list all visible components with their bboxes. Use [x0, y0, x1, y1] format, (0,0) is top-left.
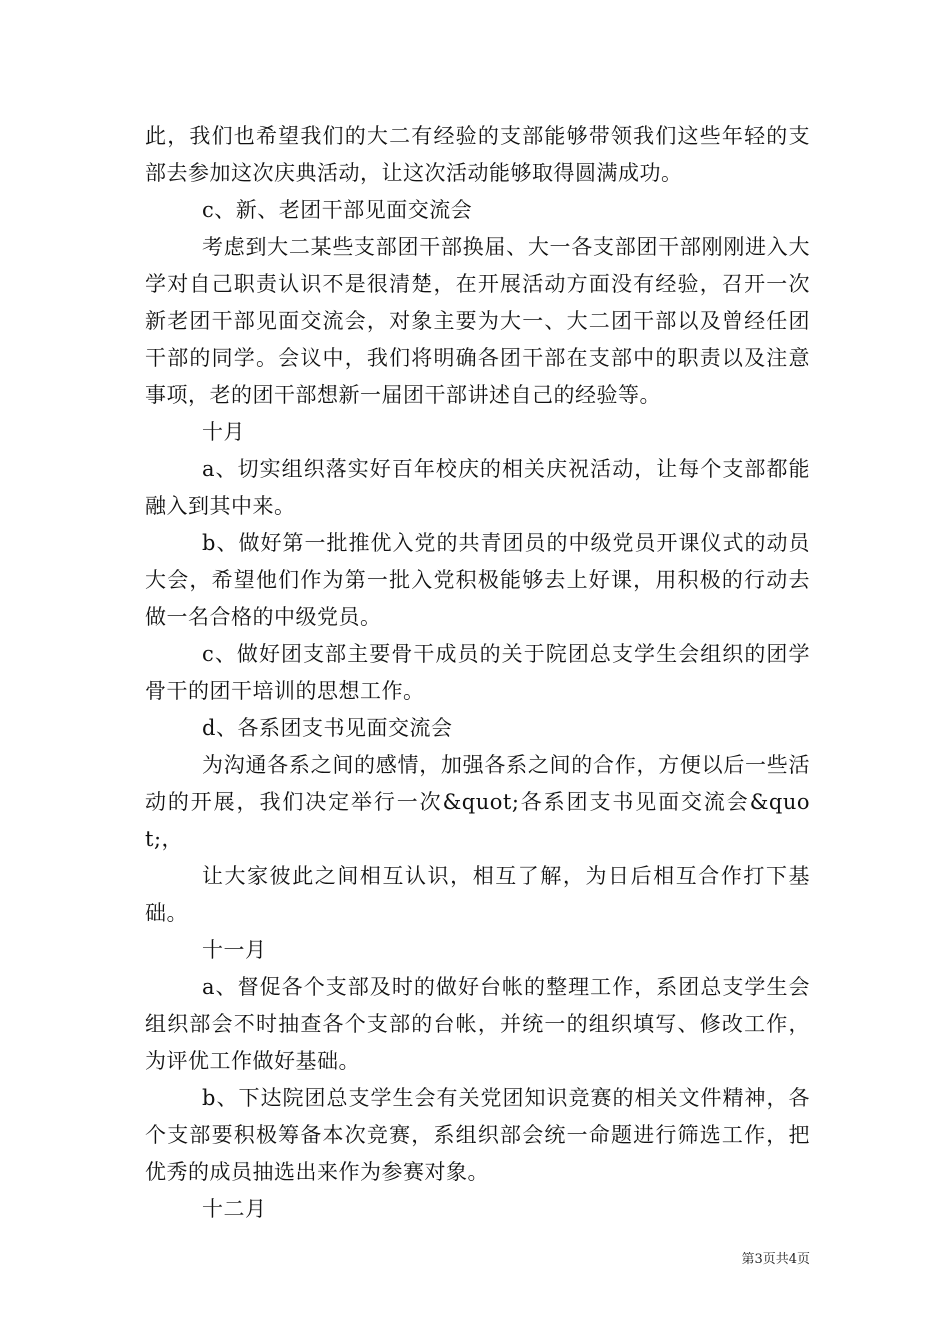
paragraph: 让大家彼此之间相互认识，相互了解，为日后相互合作打下基础。 [145, 864, 810, 925]
paragraph: c、新、老团干部见面交流会 [202, 198, 473, 222]
section-heading: 十一月 [202, 938, 267, 962]
section-heading: 十二月 [202, 1197, 267, 1221]
paragraph: 考虑到大二某些支部团干部换届、大一各支部团干部刚刚进入大学对自己职责认识不是很清楚，在开展活动方面没有经验，召开一次新老团干部见面交流会，对象主要为大一、大二团干部以及曾经任团干部的同学。会议中，我们将明确各团干部在支部中的职责以及注意事项，老的团干部想新一届团干部讲述自己的经验等。 [145, 235, 810, 407]
page-number: 第3页共4页 [741, 1252, 810, 1267]
section-heading: 十月 [202, 420, 245, 444]
paragraph: b、下达院团总支学生会有关党团知识竞赛的相关文件精神，各个支部要积极筹备本次竞赛，系组织部会统一命题进行筛选工作，把优秀的成员抽选出来作为参赛对象。 [145, 1086, 810, 1184]
paragraph: 为沟通各系之间的感情，加强各系之间的合作，方便以后一些活动的开展，我们决定举行一次&quot;各系团支书见面交流会&quot;， [145, 753, 810, 851]
paragraph: c、做好团支部主要骨干成员的关于院团总支学生会组织的团学骨干的团干培训的思想工作。 [145, 642, 810, 703]
document-body [145, 118, 810, 1228]
paragraph: b、做好第一批推优入党的共青团员的中级党员开课仪式的动员大会，希望他们作为第一批入党积极能够去上好课，用积极的行动去做一名合格的中级党员。 [145, 531, 810, 629]
paragraph: d、各系团支书见面交流会 [202, 716, 453, 740]
paragraph: 此，我们也希望我们的大二有经验的支部能够带领我们这些年轻的支部去参加这次庆典活动，让这次活动能够取得圆满成功。 [145, 124, 810, 185]
paragraph: a、督促各个支部及时的做好台帐的整理工作，系团总支学生会组织部会不时抽查各个支部的台帐，并统一的组织填写、修改工作，为评优工作做好基础。 [145, 975, 810, 1073]
paragraph: a、切实组织落实好百年校庆的相关庆祝活动，让每个支部都能融入到其中来。 [145, 457, 810, 518]
